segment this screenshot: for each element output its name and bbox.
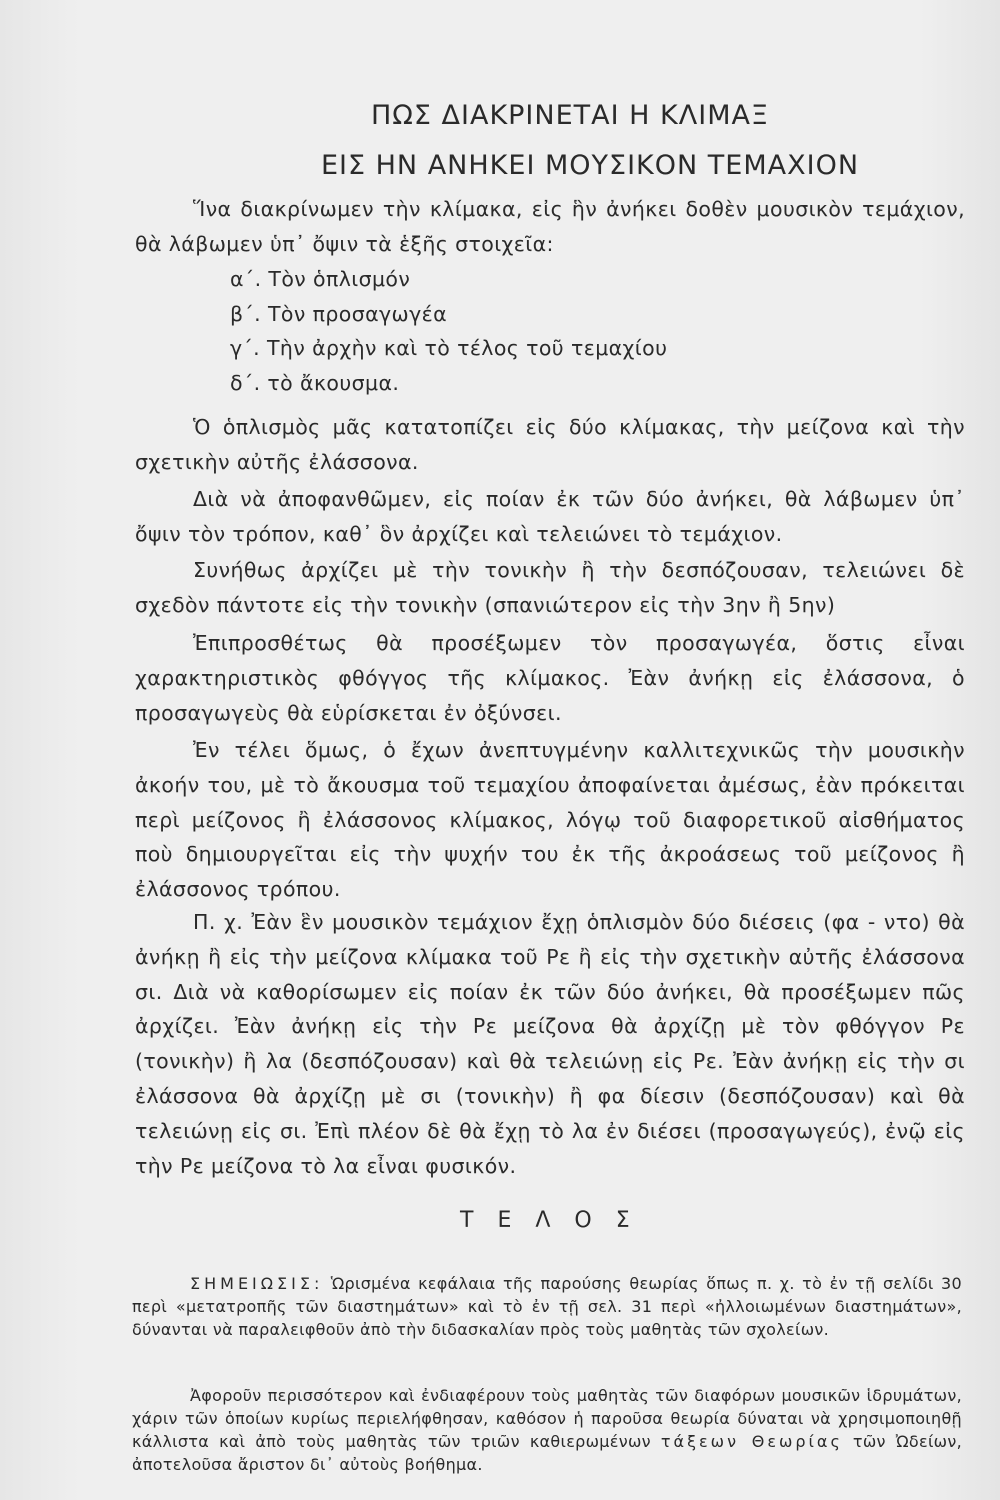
intro-paragraph: Ἵνα διακρίνωμεν τὴν κλίμακα, εἰς ἣν ἀνήκει δοθὲν μουσικὸν τεμάχιον, θὰ λάβωμεν ὑπ᾽ ὄψιν τὰ ἑξῆς στοιχεῖα:: [135, 197, 965, 256]
list-item: β΄. Τὸν προσαγωγέα: [230, 301, 448, 326]
end-mark: ΤΕΛΟΣ: [460, 1208, 654, 1233]
note-2-end: τῶν Ὠδείων, ἀποτελοῦσα ἄριστον δι᾽ αὐτοὺς βοήθημα.: [132, 1432, 962, 1474]
note-2: [132, 1384, 962, 1476]
list-item: γ΄. Τὴν ἀρχὴν καὶ τὸ τέλος τοῦ τεμαχίου: [230, 336, 668, 361]
paragraph-tonic: Συνήθως ἀρχίζει μὲ τὴν τονικὴν ἢ τὴν δεσπόζουσαν, τελειώνει δὲ σχεδὸν πάντοτε εἰς τὴν τονικὴν (σπανιώτερον εἰς τὴν 3ην ἢ 5ην): [135, 558, 965, 617]
paragraph-leading-tone: Ἐπιπροσθέτως θὰ προσέξωμεν τὸν προσαγωγέα, ὅστις εἶναι χαρακτηριστικὸς φθόγγος τῆς κλίμακος. Ἐὰν ἀνήκῃ εἰς ἐλάσσονα, ὁ προσαγωγεὺς θὰ εὑρίσκεται ἐν ὀξύνσει.: [135, 631, 965, 725]
title-line-1: ΠΩΣ ΔΙΑΚΡΙΝΕΤΑΙ Η ΚΛΙΜΑΞ: [370, 100, 770, 131]
list-item: α΄. Τὸν ὁπλισμόν: [230, 267, 411, 291]
list-item: δ΄. τὸ ἄκουσμα.: [230, 370, 400, 395]
paragraph-example: Π. χ. Ἐὰν ἓν μουσικὸν τεμάχιον ἔχῃ ὁπλισμὸν δύο διέσεις (φα - ντο) θὰ ἀνήκῃ ἢ εἰς τὴν μείζονα κλίμακα τοῦ Ρε ἢ εἰς τὴν σχετικὴν αὐτῆς ἐλάσσονα σι. Διὰ νὰ καθορίσωμεν εἰς ποίαν ἐκ τῶν δύο ἀνήκει, θὰ προσέξωμεν πῶς ἀρχίζει. Ἐὰν ἀνήκῃ εἰς τὴν Ρε μείζονα θὰ ἀρχίζῃ μὲ τὸν φθόγγον Ρε (τονικὴν) ἢ λα (δεσπόζουσαν) καὶ θὰ τελειώνῃ εἰς Ρε. Ἐὰν ἀνήκῃ εἰς τὴν σι ἐλάσσονα θὰ ἀρχίζῃ μὲ σι (τονικὴν) ἢ φα δίεσιν (δεσπόζουσαν) καὶ θὰ τελειώνῃ εἰς σι. Ἐπὶ πλέον δὲ θὰ ἔχῃ τὸ λα ἐν διέσει (προσαγωγεύς), ἐνῷ εἰς τὴν Ρε μείζονα τὸ λα εἶναι φυσικόν.: [135, 910, 965, 1178]
note-2-start: Ἀφοροῦν περισσότερον καὶ ἐνδιαφέρουν τοὺς μαθητὰς τῶν διαφόρων μουσικῶν ἱδρυμάτων, χάριν τῶν ὁποίων κυρίως περιελήφθησαν, καθόσον ἡ παροῦσα θεωρία δύναται νὰ χρησιμοποιηθῇ κάλλιστα καὶ ἀπὸ τοὺς μαθητὰς τῶν τριῶν καθιερωμένων: [132, 1386, 962, 1451]
notes-heading: ΣΗΜΕΙΩΣΙΣ:: [190, 1274, 324, 1293]
paragraph-decide: Διὰ νὰ ἀποφανθῶμεν, εἰς ποίαν ἐκ τῶν δύο ἀνήκει, θὰ λάβωμεν ὑπ᾽ ὄψιν τὸν τρόπον, καθ᾽ ὃν ἀρχίζει καὶ τελειώνει τὸ τεμάχιον.: [135, 487, 965, 546]
paragraph-hearing: Ἐν τέλει ὅμως, ὁ ἔχων ἀνεπτυγμένην καλλιτεχνικῶς τὴν μουσικὴν ἀκοήν του, μὲ τὸ ἄκουσμα τοῦ τεμαχίου ἀποφαίνεται ἀμέσως, ἐὰν πρόκειται περὶ μείζονος ἢ ἐλάσσονος κλίμακος, λόγῳ τοῦ διαφορετικοῦ αἰσθήματος ποὺ δημιουργεῖται εἰς τὴν ψυχήν του ἐκ τῆς ἀκροάσεως τοῦ μείζονος ἢ ἐλάσσονος τρόπου.: [135, 738, 965, 902]
note-1: [132, 1272, 962, 1341]
note-2-spaced: τάξεων Θεωρίας: [660, 1432, 843, 1451]
elements-list: [230, 262, 930, 400]
paragraph-armature: Ὁ ὁπλισμὸς μᾶς κατατοπίζει εἰς δύο κλίμακας, τὴν μείζονα καὶ τὴν σχετικὴν αὐτῆς ἐλάσσονα.: [135, 415, 965, 474]
title-line-2: ΕΙΣ ΗΝ ΑΝΗΚΕΙ ΜΟΥΣΙΚΟΝ ΤΕΜΑΧΙΟΝ: [320, 150, 860, 181]
note-1-text: Ὡρισμένα κεφάλαια τῆς παρούσης θεωρίας ὅπως π. χ. τὸ ἐν τῇ σελίδι 30 περὶ «μετατροπῆς τῶν διαστημάτων» καὶ τὸ ἐν τῇ σελ. 31 περὶ «ἠλλοιωμένων διαστημάτων», δύνανται νὰ παραλειφθοῦν ἀπὸ τὴν διδασκαλίαν πρὸς τοὺς μαθητὰς τῶν σχολείων.: [132, 1274, 962, 1339]
